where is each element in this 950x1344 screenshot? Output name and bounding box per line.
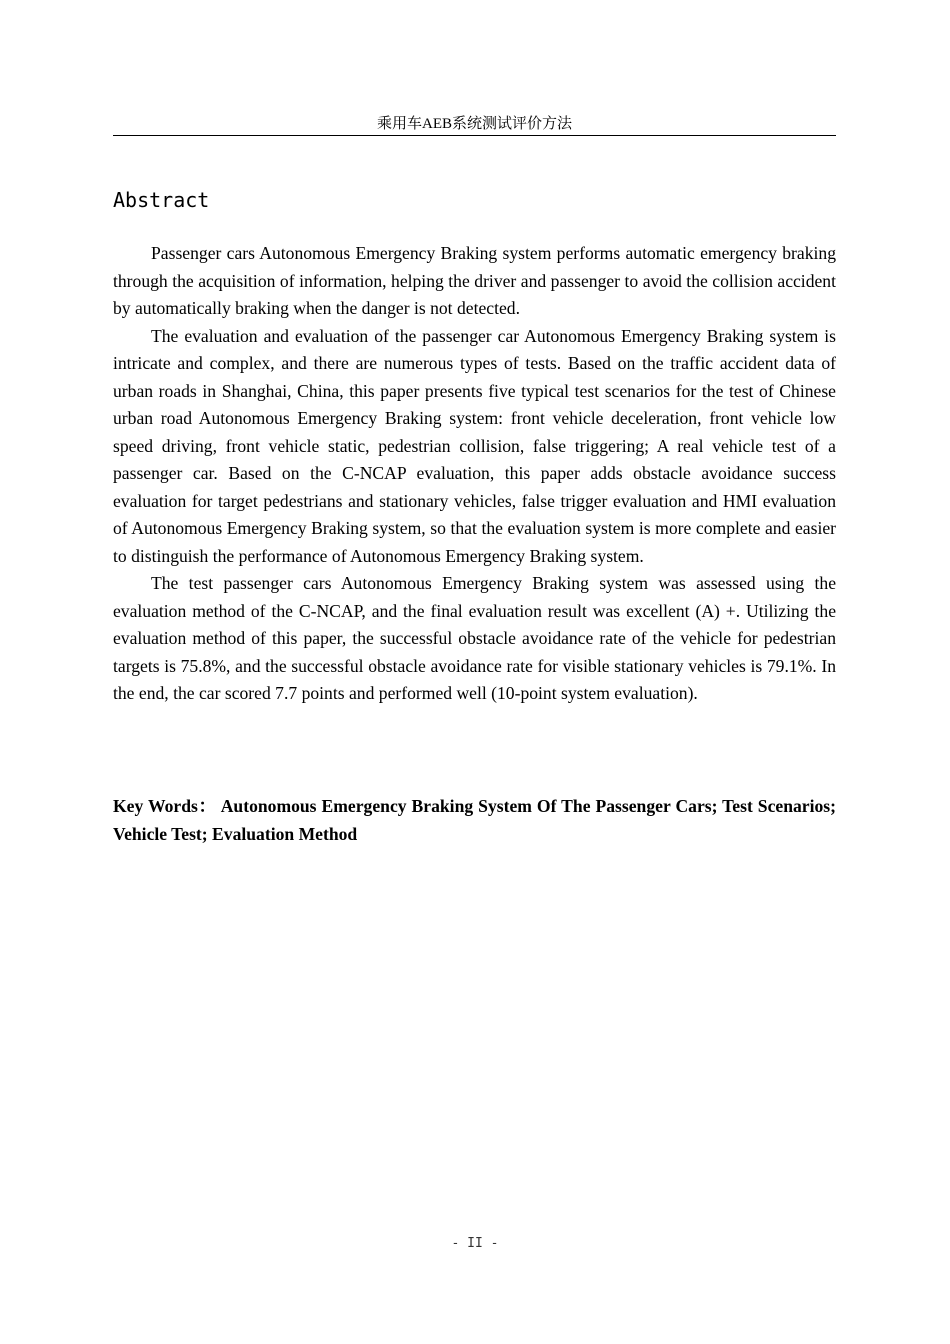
abstract-body	[113, 240, 836, 708]
abstract-paragraph-3: The test passenger cars Autonomous Emergency Braking system was assessed using the evaluation method of the C-NCAP, and the final evaluation result was excellent (A) +. Utilizing the evaluation method of this paper, the successful obstacle avoidance rate of the vehicle for pedestrian targets is 75.8%, and the successful obstacle avoidance rate for visible stationary vehicles is 79.1%. In the end, the car scored 7.7 points and performed well (10-point system evaluation).	[113, 573, 836, 703]
abstract-paragraph-2: The evaluation and evaluation of the passenger car Autonomous Emergency Braking system is intricate and complex, and there are numerous types of tests. Based on the traffic accident data of urban roads in Shanghai, China, this paper presents five typical test scenarios for the test of Chinese urban road Autonomous Emergency Braking system: front vehicle deceleration, front vehicle low speed driving, front vehicle static, pedestrian collision, false triggering; A real vehicle test of a passenger car. Based on the C-NCAP evaluation, this paper adds obstacle avoidance success evaluation for target pedestrians and stationary vehicles, false trigger evaluation and HMI evaluation of Autonomous Emergency Braking system, so that the evaluation system is more complete and easier to distinguish the performance of Autonomous Emergency Braking system.	[113, 325, 836, 566]
header-rule	[113, 135, 836, 136]
page-number: - II -	[451, 1236, 499, 1251]
section-title: Abstract	[113, 188, 210, 212]
abstract-paragraph-1: Passenger cars Autonomous Emergency Braking system performs automatic emergency braking through the acquisition of information, helping the driver and passenger to avoid the collision accident by automatically braking when the danger is not detected.	[113, 243, 836, 318]
keywords-text: Autonomous Emergency Braking System Of The Passenger Cars; Test Scenarios; Vehicle Test; Evaluation Method	[113, 796, 836, 844]
running-header: 乘用车AEB系统测试评价方法	[376, 116, 572, 132]
keywords-label: Key Words：	[113, 796, 217, 816]
keywords	[113, 793, 836, 848]
